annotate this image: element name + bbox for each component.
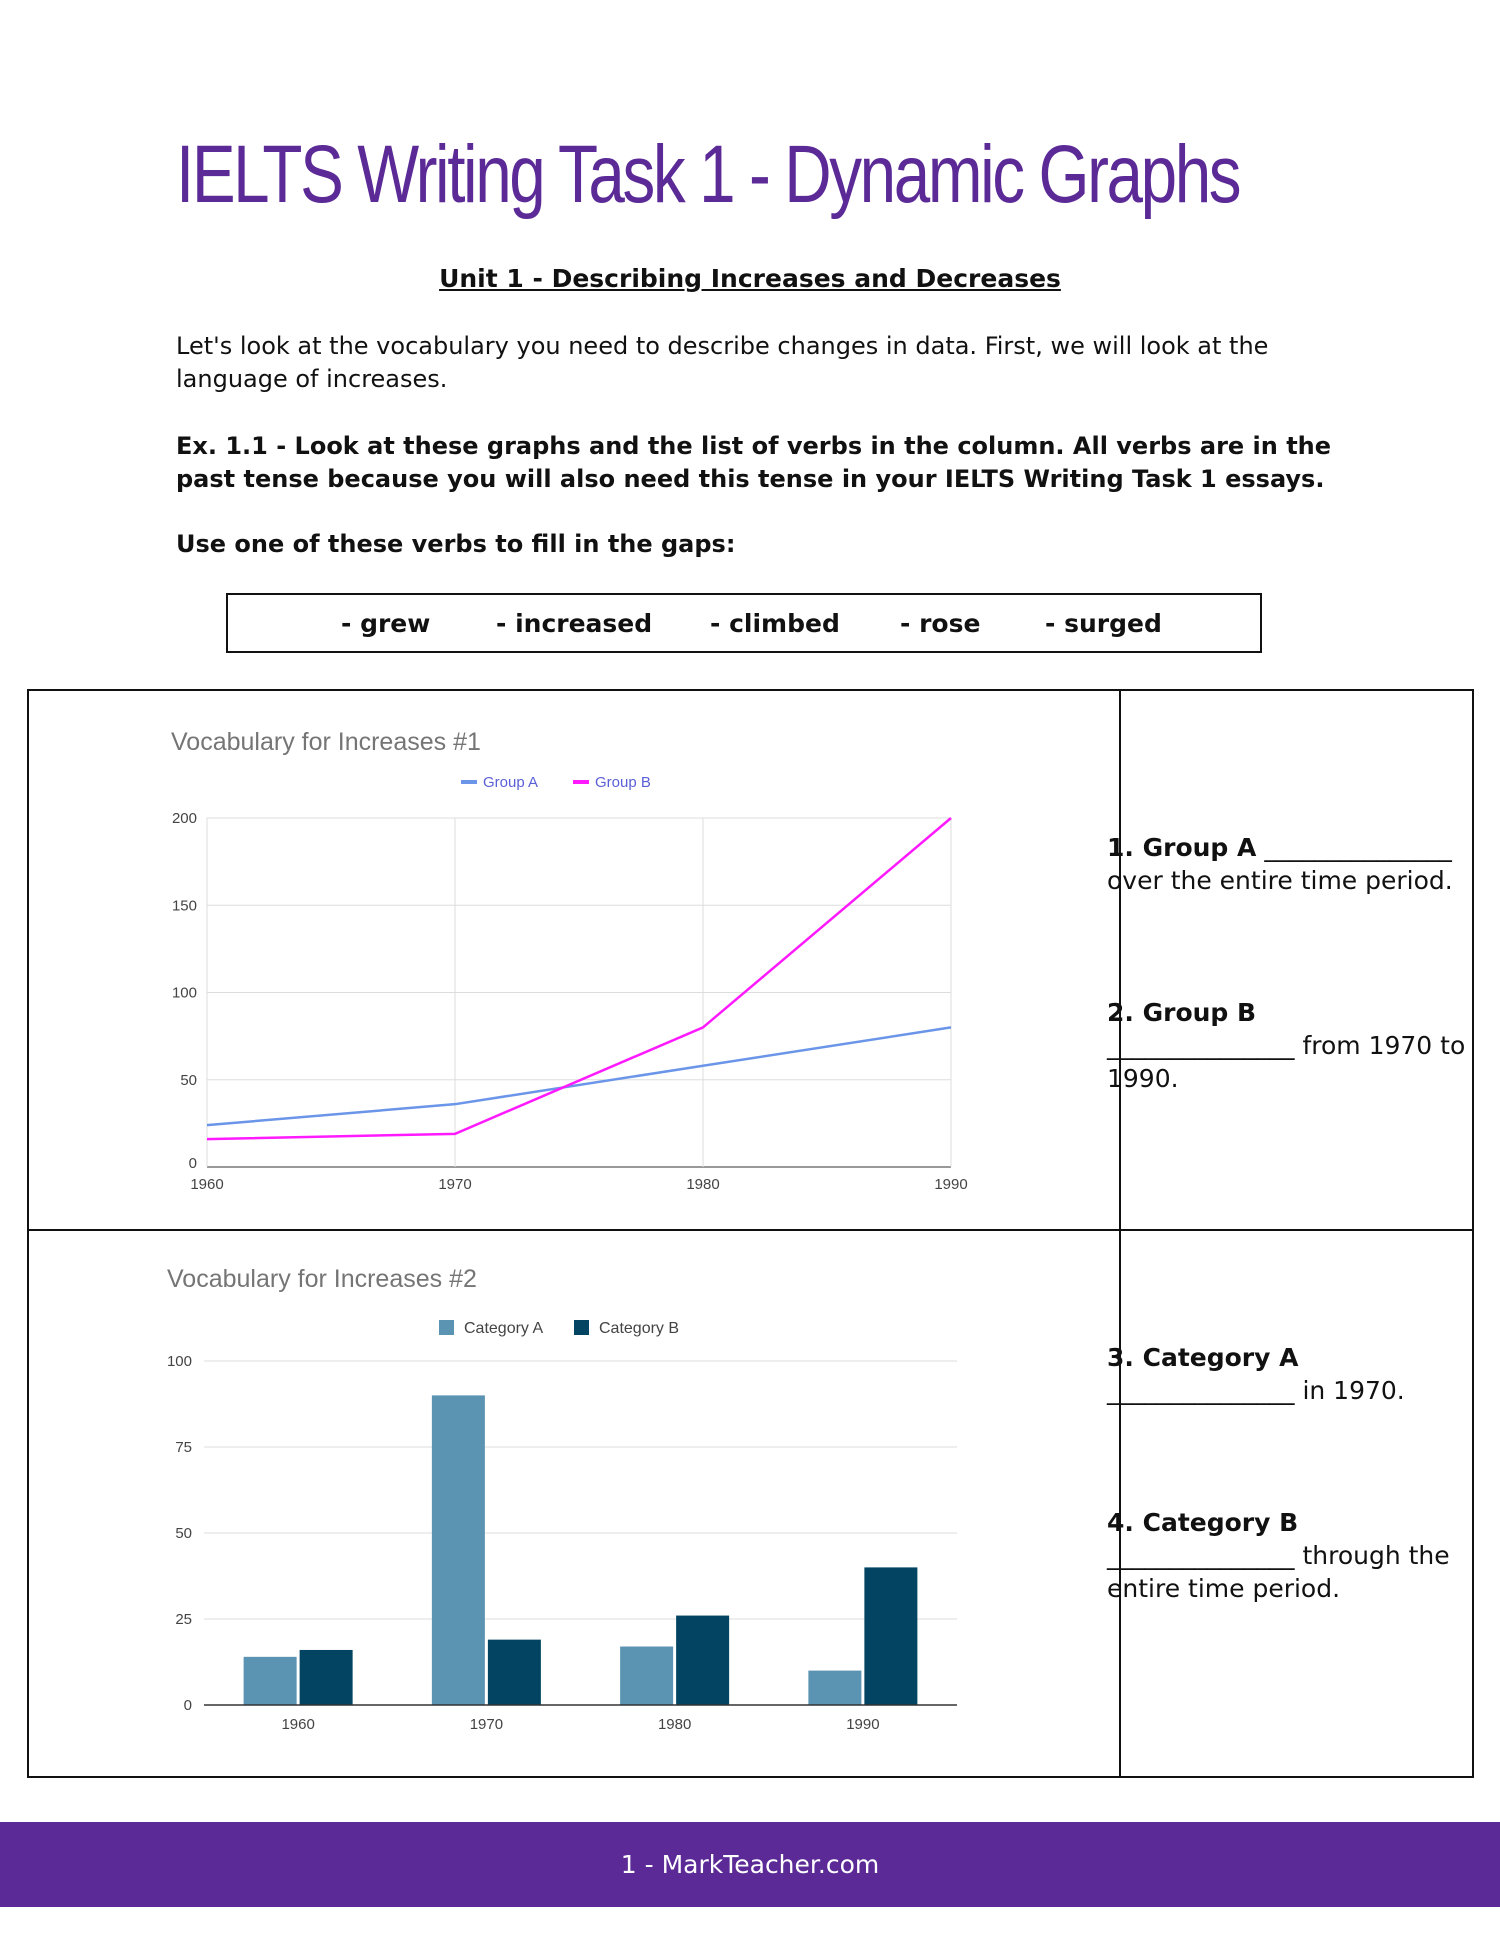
question-2	[1107, 996, 1467, 1095]
question-text: _______________ over the entire time period.	[1107, 833, 1453, 895]
question-label: 1. Group A	[1107, 833, 1257, 862]
page-footer	[0, 1822, 1500, 1907]
bar	[488, 1640, 541, 1705]
legend-label: Category B	[599, 1320, 680, 1337]
y-tick-label: 150	[171, 897, 197, 915]
bar	[432, 1395, 485, 1705]
legend-swatch	[439, 1320, 454, 1335]
x-tick-label: 1990	[846, 1716, 880, 1733]
chart-title: Vocabulary for Increases #2	[167, 1265, 477, 1293]
exercise-instructions: Ex. 1.1 - Look at these graphs and the list of verbs in the column. All verbs are in the past tense because you will also need this tense in your IELTS Writing Task 1 essays.	[176, 432, 1332, 493]
legend-label: Group B	[595, 774, 651, 791]
question-label: 2. Group B	[1107, 998, 1257, 1027]
legend-label: Group A	[483, 774, 539, 791]
line-chart	[29, 691, 1117, 1227]
question-4	[1107, 1506, 1467, 1605]
question-3	[1107, 1341, 1467, 1407]
y-tick-label: 200	[171, 810, 197, 827]
chart-title: Vocabulary for Increases #1	[171, 728, 481, 756]
bar	[244, 1657, 297, 1705]
x-tick-label: 1970	[469, 1716, 504, 1733]
x-tick-label: 1980	[657, 1716, 692, 1733]
y-tick-label: 25	[175, 1611, 192, 1628]
word-bank-item: - rose	[900, 609, 981, 638]
y-tick-label: 0	[183, 1697, 192, 1714]
question-label: 4. Category B	[1107, 1508, 1299, 1537]
y-tick-label: 50	[175, 1525, 192, 1542]
word-bank-item: - surged	[1045, 609, 1162, 638]
word-bank	[226, 593, 1262, 653]
question-text: _______________ in 1970.	[1107, 1376, 1405, 1405]
unit-heading: Unit 1 - Describing Increases and Decreases	[439, 264, 1061, 293]
word-bank-item: - increased	[496, 609, 653, 638]
bar-chart	[29, 1231, 1117, 1776]
page-title: IELTS Writing Task 1 - Dynamic Graphs	[176, 129, 1240, 220]
legend-label: Category A	[464, 1320, 544, 1337]
footer-text: 1 - MarkTeacher.com	[620, 1850, 880, 1879]
intro-paragraph: Let's look at the vocabulary you need to describe changes in data. First, we will look at the language of increases.	[176, 332, 1269, 393]
y-tick-label: 100	[171, 984, 197, 1002]
question-label: 3. Category A	[1107, 1343, 1299, 1372]
series-line	[207, 1027, 951, 1125]
word-bank-item: - climbed	[710, 609, 840, 638]
series-line	[207, 818, 951, 1139]
y-tick-label: 0	[188, 1155, 197, 1172]
x-tick-label: 1960	[190, 1176, 224, 1193]
x-tick-label: 1960	[281, 1716, 315, 1733]
question-text: _______________ through the entire time period.	[1107, 1541, 1450, 1603]
legend-swatch	[574, 1320, 589, 1335]
y-tick-label: 100	[166, 1353, 192, 1370]
exercise-table	[27, 689, 1474, 1778]
question-text: _______________ from 1970 to 1990.	[1107, 1031, 1466, 1093]
x-tick-label: 1990	[934, 1176, 968, 1193]
fill-gaps-instruction: Use one of these verbs to fill in the gaps:	[176, 530, 736, 558]
bar	[620, 1647, 673, 1705]
x-tick-label: 1970	[438, 1176, 472, 1193]
bar	[808, 1671, 861, 1705]
word-bank-item: - grew	[341, 609, 431, 638]
bar	[300, 1650, 353, 1705]
y-tick-label: 50	[180, 1071, 197, 1089]
y-tick-label: 75	[175, 1439, 192, 1456]
bar	[676, 1616, 729, 1705]
bar	[864, 1567, 917, 1705]
question-1	[1107, 831, 1467, 897]
x-tick-label: 1980	[686, 1176, 720, 1193]
